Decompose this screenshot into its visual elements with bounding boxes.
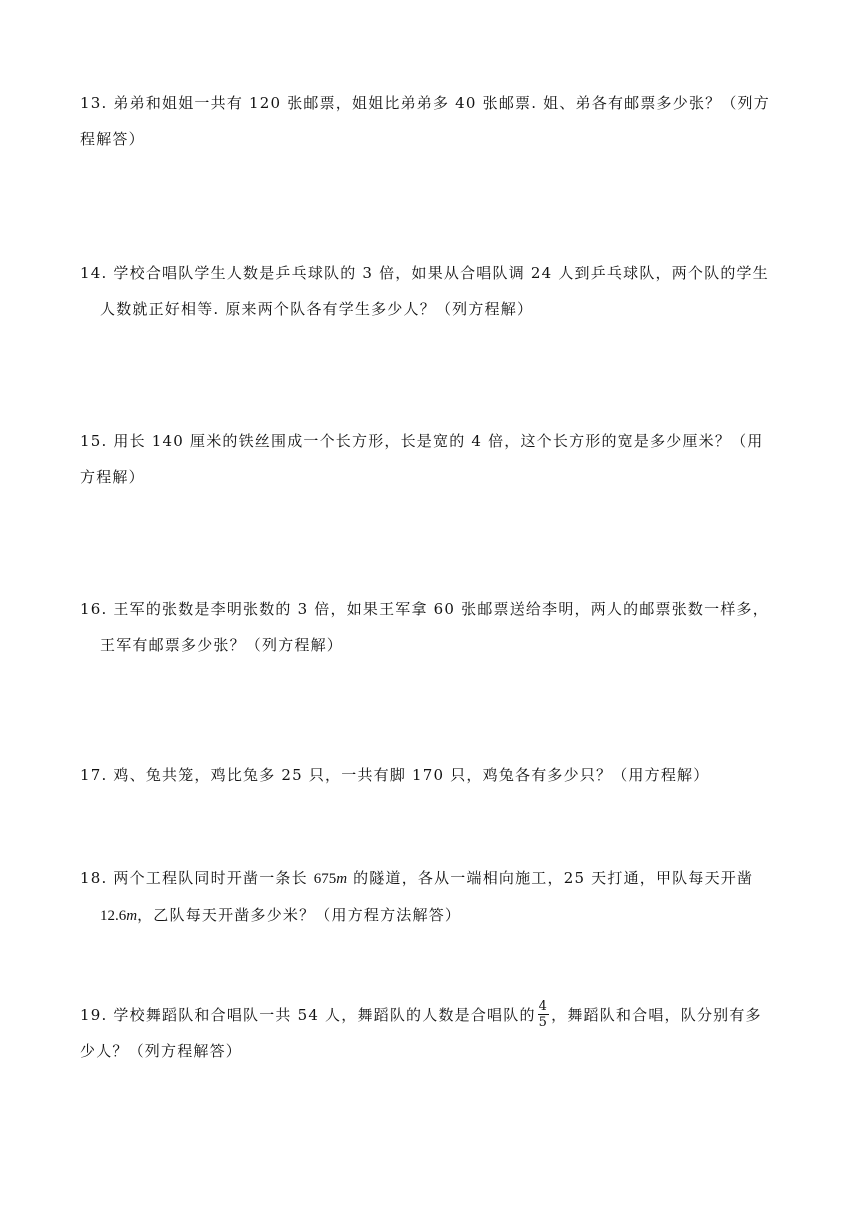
problem-19-text-a: 19. 学校舞蹈队和合唱队一共 54 人，舞蹈队的人数是合唱队的 xyxy=(80,1006,536,1024)
problem-19-line-1 xyxy=(80,997,782,1033)
problem-19-text-b: ，舞蹈队和合唱，队分别有多 xyxy=(551,1006,762,1024)
tunnel-length-value: 675 xyxy=(313,871,337,887)
problem-14-line-2: 人数就正好相等. 原来两个队各有学生多少人？（列方程解） xyxy=(100,300,534,318)
problem-13-line-2: 程解答） xyxy=(80,130,145,148)
problem-14-line-1: 14. 学校合唱队学生人数是乒乓球队的 3 倍，如果从合唱队调 24 人到乒乓球队，两个队的学生 xyxy=(80,264,769,282)
problem-13 xyxy=(80,85,782,157)
daily-dig-unit: m xyxy=(126,908,138,924)
problem-18 xyxy=(80,860,782,934)
fraction-four-fifths xyxy=(538,999,549,1030)
problem-19-line-2: 少人？（列方程解答） xyxy=(80,1042,243,1060)
problem-18-line-1 xyxy=(80,860,782,897)
tunnel-length-unit: m xyxy=(336,871,348,887)
problem-16-line-1: 16. 王军的张数是李明张数的 3 倍，如果王军拿 60 张邮票送给李明，两人的邮票张数一样多， xyxy=(80,600,769,618)
problem-14 xyxy=(80,255,782,327)
problem-13-line-1: 13. 弟弟和姐姐一共有 120 张邮票，姐姐比弟弟多 40 张邮票. 姐、弟各有邮票多少张？（列方 xyxy=(80,94,770,112)
problem-16-line-2: 王军有邮票多少张？（列方程解） xyxy=(100,636,344,654)
problem-18-text-c: ，乙队每天开凿多少米？（用方程方法解答） xyxy=(137,906,462,924)
fraction-denominator: 5 xyxy=(538,1014,549,1030)
problem-17 xyxy=(80,757,782,793)
problem-18-line-2 xyxy=(80,897,782,934)
problem-17-line-1: 17. 鸡、兔共笼，鸡比兔多 25 只，一共有脚 170 只，鸡兔各有多少只？（用方程解） xyxy=(80,766,710,784)
problem-18-text-a: 18. 两个工程队同时开凿一条长 xyxy=(80,869,314,887)
problem-16 xyxy=(80,591,782,663)
problem-15-line-1: 15. 用长 140 厘米的铁丝围成一个长方形，长是宽的 4 倍，这个长方形的宽是多少厘米？（用 xyxy=(80,432,764,450)
problem-18-text-b: 的隧道，各从一端相向施工，25 天打通，甲队每天开凿 xyxy=(347,869,754,887)
fraction-numerator: 4 xyxy=(538,998,549,1014)
daily-dig-value: 12.6 xyxy=(100,908,127,924)
problem-15 xyxy=(80,423,782,495)
problem-15-line-2: 方程解） xyxy=(80,468,145,486)
problem-19 xyxy=(80,997,782,1069)
